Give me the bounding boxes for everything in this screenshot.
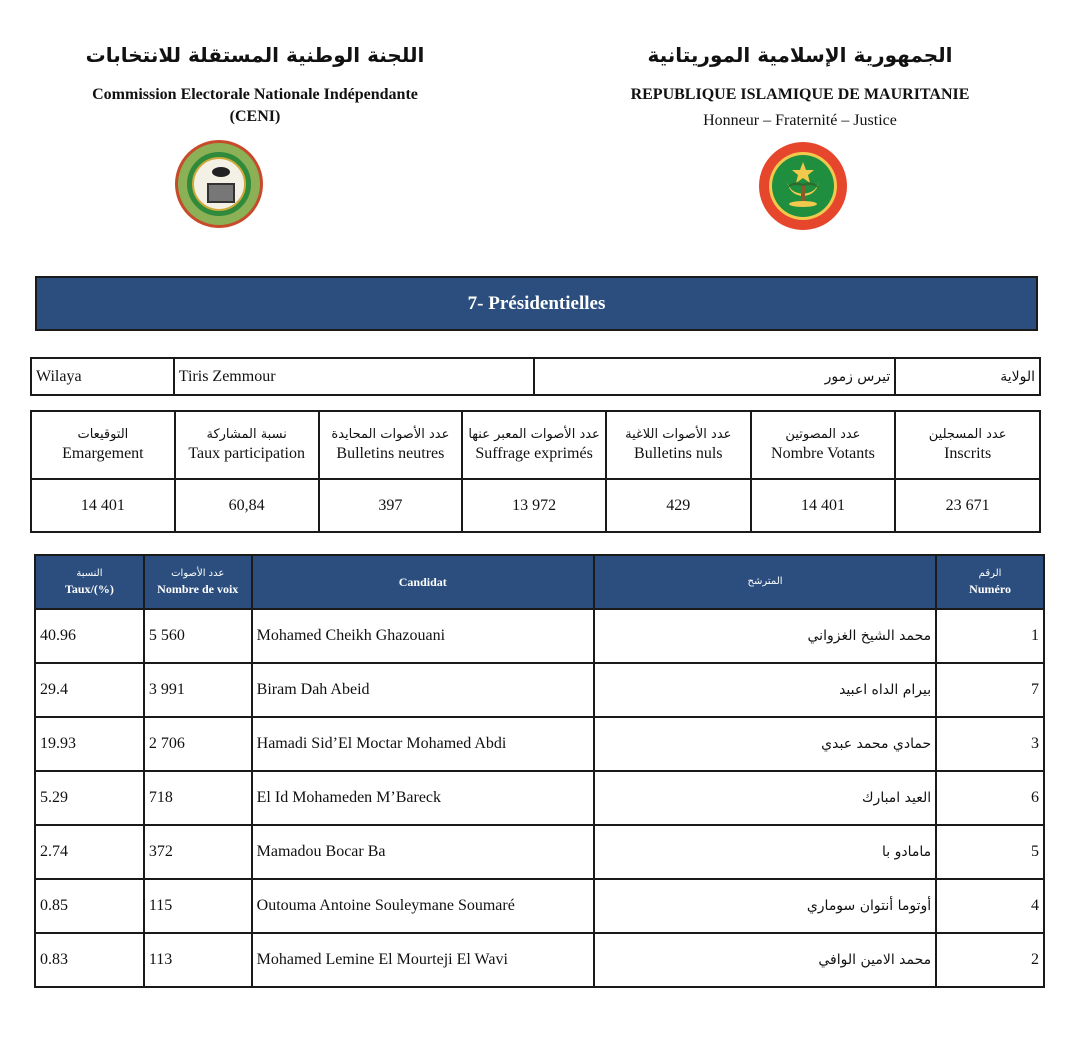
ceni-french-sub: (CENI) [229,108,281,125]
rate-cell: 29.4 [35,663,144,717]
number-cell: 1 [936,609,1044,663]
candidate-name-arabic-cell: بيرام الداه اعبيد [594,663,936,717]
wilaya-value: Tiris Zemmour [174,358,534,395]
candidate-name-arabic-cell: مامادو با [594,825,936,879]
stats-table [30,410,1041,533]
candidate-name-arabic-cell: أوتوما أنتوان سوماري [594,879,936,933]
stat-value-neutres: 397 [319,479,463,532]
stat-value-inscrits: 23 671 [895,479,1040,532]
candidate-name-cell: Mohamed Cheikh Ghazouani [252,609,594,663]
stat-header-neutres: عدد الأصوات المحايدة Bulletins neutres [319,411,463,479]
table-row [35,717,1044,771]
table-row [35,609,1044,663]
candidate-name-arabic-cell: محمد الشيخ الغزواني [594,609,936,663]
wilaya-label-arabic: الولاية [895,358,1040,395]
wilaya-label: Wilaya [31,358,174,395]
candidate-name-arabic-cell: حمادي محمد عبدي [594,717,936,771]
stat-value-participation: 60,84 [175,479,319,532]
rate-cell: 40.96 [35,609,144,663]
number-cell: 2 [936,933,1044,987]
candidate-name-cell: El Id Mohameden M’Bareck [252,771,594,825]
stat-header-exprimes: عدد الأصوات المعبر عنها Suffrage exprimés [462,411,606,479]
ceni-header [40,40,470,128]
header-candidate-arabic: المترشح [594,555,936,609]
candidate-name-cell: Hamadi Sid’El Moctar Mohamed Abdi [252,717,594,771]
ceni-french-title: Commission Electorale Nationale Indépendante [92,86,418,103]
stat-header-inscrits: عدد المسجلين Inscrits [895,411,1040,479]
header-rate: النسبة Taux/(%) [35,555,144,609]
stat-value-nuls: 429 [606,479,751,532]
votes-cell: 2 706 [144,717,252,771]
header-votes: عدد الأصوات Nombre de voix [144,555,252,609]
table-row [35,771,1044,825]
table-row [35,879,1044,933]
stat-value-exprimes: 13 972 [462,479,606,532]
number-cell: 6 [936,771,1044,825]
stat-value-votants: 14 401 [751,479,896,532]
candidate-name-arabic-cell: محمد الامين الوافي [594,933,936,987]
rate-cell: 2.74 [35,825,144,879]
rate-cell: 0.83 [35,933,144,987]
wilaya-value-arabic: تيرس زمور [534,358,895,395]
stat-header-emargement: التوقيعات Emargement [31,411,175,479]
ceni-logo-icon [175,140,263,228]
number-cell: 4 [936,879,1044,933]
votes-cell: 115 [144,879,252,933]
wilaya-table [30,357,1041,396]
rate-cell: 0.85 [35,879,144,933]
votes-cell: 372 [144,825,252,879]
votes-cell: 113 [144,933,252,987]
republic-french-title: REPUBLIQUE ISLAMIQUE DE MAURITANIE [630,86,970,103]
table-row [35,933,1044,987]
stat-header-participation: نسبة المشاركة Taux participation [175,411,319,479]
votes-cell: 718 [144,771,252,825]
election-banner: 7- Présidentielles [35,276,1038,331]
number-cell: 5 [936,825,1044,879]
number-cell: 3 [936,717,1044,771]
ceni-arabic-title: اللجنة الوطنية المستقلة للانتخابات [85,43,425,67]
votes-cell: 3 991 [144,663,252,717]
stat-header-nuls: عدد الأصوات اللاغية Bulletins nuls [606,411,751,479]
header-candidate: Candidat [252,555,594,609]
table-row [35,663,1044,717]
republic-arabic-title: الجمهورية الإسلامية الموريتانية [647,43,953,67]
candidate-name-arabic-cell: العيد امبارك [594,771,936,825]
candidates-table [34,554,1045,988]
rate-cell: 5.29 [35,771,144,825]
stat-value-emargement: 14 401 [31,479,175,532]
candidate-name-cell: Mamadou Bocar Ba [252,825,594,879]
votes-cell: 5 560 [144,609,252,663]
candidate-name-cell: Outouma Antoine Souleymane Soumaré [252,879,594,933]
candidate-name-cell: Biram Dah Abeid [252,663,594,717]
number-cell: 7 [936,663,1044,717]
rate-cell: 19.93 [35,717,144,771]
header-number: الرقم Numéro [936,555,1044,609]
republic-motto: Honneur – Fraternité – Justice [703,112,897,129]
table-row [35,825,1044,879]
republic-header [585,40,1015,132]
candidate-name-cell: Mohamed Lemine El Mourteji El Wavi [252,933,594,987]
mauritania-seal-icon [757,140,849,232]
stat-header-votants: عدد المصوتين Nombre Votants [751,411,896,479]
